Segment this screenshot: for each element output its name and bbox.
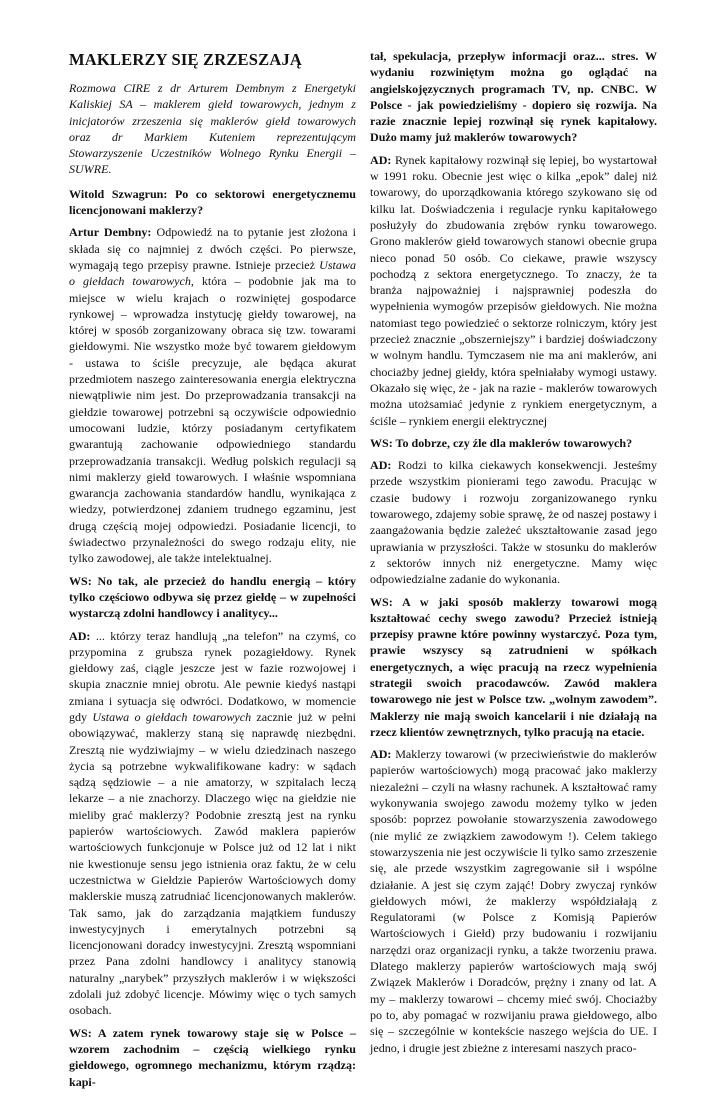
speaker-label: AD: bbox=[69, 628, 91, 643]
question-2: WS: No tak, ale przecież do handlu energią – który tylko częściowo odbywa się przez giełdę – w zupełności wystarczą zdolni handlowcy i analitycy... bbox=[69, 573, 356, 621]
answer-3: AD: Rynek kapitałowy rozwinął się lepiej, bo wystartował w 1991 roku. Obecnie jest więc o kilka „epok” dalej niż towarowy, do uporządkowania którego szykowano się od kilku lat. Doświadczenia i regulacje rynku kapitałowego posłużyły do zbudowania zrębów rynku towarowego. Grono maklerów giełd towarowych stanowi obecnie grupa nieco ponad 50 osób. Co ciekawe, prawie wszyscy pochodzą z sektora energetycznego. To znaczy, że ta branża najpoważniej i najsprawniej podeszła do wypełnienia wymogów przepisów giełdowych. Nie można natomiast tego powiedzieć o sektorze rolniczym, który jest przecież znacznie „obszerniejszy” i bardziej doświadczony w wolnym handlu. Tymczasem nie ma ani maklerów, ani chociażby jednej giełdy, która spełniałaby wymogi ustawy. Okazało się więc, że - jak na razie - maklerów towarowych można utożsamiać jedynie z rynkiem energetycznym, a ściśle – rynkiem energii elektrycznej bbox=[370, 152, 657, 428]
speaker-label: AD: bbox=[370, 458, 392, 473]
question-3-continued: tał, spekulacja, przepływ informacji oraz... stres. W wydaniu rozwiniętym można go oglądać na angielskojęzycznych programach TV, np. CNBC. W Polsce - jak powiedzieliśmy - dopiero się rozwija. Na razie znacznie lepiej rozwinął się rynek kapitałowy. Dużo mamy już maklerów towarowych? bbox=[370, 49, 657, 145]
left-column bbox=[69, 50, 356, 1096]
article-title: MAKLERZY SIĘ ZRZESZAJĄ bbox=[69, 50, 303, 69]
answer-2: AD: ... którzy teraz handlują „na telefon” na czymś, co przypomina z grubsza rynek pozagiełdowy. Rynek giełdowy zaś, ciągle jeszcze jest w fazie rozwojowej i skupia znacznie mniej obrotu. Ale pewnie kiedyś nastąpi zmiana i sytuacja się odwróci. Dodatkowo, w momencie gdy Ustawa o giełdach towarowych zacznie już w pełni obowiązywać, maklerzy staną się naprawdę niezbędni. Zresztą nie wydziwiajmy – w wielu dziedzinach naszego życia są potrzebne wykwalifikowane kadry: w sądach sądzą sędziowie – a nie amatorzy, w szpitalach leczą lekarze – a nie znachorzy. Dlaczego więc na giełdzie nie mieliby grać maklerzy? Podobnie zresztą jest na rynku papierów wartościowych. Zawód maklera papierów wartościowych funkcjonuje w Polsce już od 12 lat i nikt nie kwestionuje sensu jego istnienia oraz faktu, że w celu uczestnictwa w Giełdzie Papierów Wartościowych domy maklerskie muszą zatrudniać licencjonowanych maklerów. Tak samo, jak do zarządzania majątkiem funduszy inwestycyjnych i emerytalnych potrzebni są licencjonowani doradcy inwestycyjni. Zresztą wspomniani przez Pana zdolni handlowcy i analitycy stanowią naturalny „narybek” przyszłych maklerów i w większości zdolali już zdobyć licencje. Mówimy więc o tych samych osobach. bbox=[69, 628, 356, 1018]
speaker-label: Artur Dembny: bbox=[69, 225, 152, 240]
question-3-start: WS: A zatem rynek towarowy staje się w Polsce – wzorem zachodnim – częścią wielkiego rynku giełdowego, ogromnego mechanizmu, którym rządzą: kapi- bbox=[69, 1025, 356, 1089]
question-1: Witold Szwagrun: Po co sektorowi energetycznemu licencjonowani maklerzy? bbox=[69, 186, 356, 218]
question-4: WS: To dobrze, czy źle dla maklerów towarowych? bbox=[370, 435, 633, 450]
article-intro: Rozmowa CIRE z dr Arturem Dembnym z Energetyki Kaliskiej SA – maklerem giełd towarowych, jednym z inicjatorów zrzeszenia się maklerów giełd towarowych oraz dr Markiem Kuteniem reprezentującym Stowarzyszenie Uczestników Wolnego Rynku Energii – SUWRE. bbox=[69, 81, 356, 177]
question-5: WS: A w jaki sposób maklerzy towarowi mogą kształtować cechy swego zawodu? Przecież istnieją przepisy prawne które powinny wystarczyć. Poza tym, prawie wszyscy są zatrudnieni w spółkach energetycznych, a więc pracują na rzecz wypełnienia strategii swoich pracodawców. Zawód maklera towarowego nie jest w Polsce tzw. „wolnym zawodem”. Maklerzy nie mają swoich kancelarii i nie działają na rzecz klientów zewnętrznych, tylko pracują na etacie. bbox=[370, 594, 657, 739]
speaker-label: AD: bbox=[370, 152, 392, 167]
right-column bbox=[370, 48, 657, 1062]
answer-5: AD: Maklerzy towarowi (w przeciwieństwie do maklerów papierów wartościowych) mogą pracować jako maklerzy niezależni – czyli na własny rachunek. A kształtować ramy wykonywania swojego zawodu możemy tylko w jeden sposób: poprzez powołanie stowarzyszenia zawodowego (nie mylić ze związkiem zawodowym !). Celem takiego stowarzyszenia nie jest oczywiście li tylko samo zrzeszenie się, ale przede wszystkim zagregowanie sił i wspólne działanie. A jest się czym zająć! Dobry zwyczaj rynków giełdowych mówi, że maklerzy współdziałają z Regulatorami (w Polsce z Komisją Papierów Wartościowych i Giełd) przy budowaniu i rozwijaniu narzędzi oraz organizacji rynku, a także tworzeniu prawa. Dlatego maklerzy papierów wartościowych mają swój Związek Maklerów i Doradców, prężny i znany od lat. A my – maklerzy towarowi – chcemy mieć swój. Chociażby po to, aby pomagać w rozwijaniu prawa giełdowego, albo się – szczególnie w kontekście naszego wejścia do UE. I jedno, i drugie jest zbieżne z interesami naszych praco- bbox=[370, 747, 657, 1055]
speaker-label: AD: bbox=[370, 747, 392, 762]
answer-4: AD: Rodzi to kilka ciekawych konsekwencji. Jesteśmy przede wszystkim pionierami tego zawodu. Pracując w czasie budowy i rozwoju zorganizowanego rynku towarowego, zdajemy sobie sprawę, że od naszej postawy i zaangażowania będzie zależeć ukształtowanie zasad jego uprawiania w przyszłości. Także w stosunku do maklerów z sektorów innych niż energetyczne. Mamy więc odpowiedzialne zadanie do wykonania. bbox=[370, 458, 657, 587]
answer-1: Artur Dembny: Odpowiedź na to pytanie jest złożona i składa się co najmniej z dwóch części. Po pierwsze, wymagają tego przepisy prawne. Istnieje przecież Ustawa o giełdach towarowych, która – podobnie jak ma to miejsce w wielu krajach o rozwiniętej gospodarce rynkowej – wprowadza instytucję giełdy towarowej, na której w sposób zorganizowany obraca się tzw. towarami giełdowymi. Nie wszystko może być towarem giełdowym - ustawa to ściśle precyzuje, ale będąca akurat przedmiotem naszego zainteresowania energia elektryczna niewątpliwie nim jest. Do przeprowadzania transakcji na giełdzie towarowej potrzebni są oczywiście odpowiednio umocowani ludzie, którzy posiadanym certyfikatem gwarantują zachowanie odpowiedniego standardu przeprowadzania transakcji. Według polskich regulacji są nimi maklerzy giełd towarowych. I właśnie wspomniana gwarancja zachowania standardów handlu, wynikająca z wiedzy, potwierdzonej zdaniem trudnego egzaminu, jest drugą częścią mojej odpowiedzi. Posiadanie licencji, to świadectwo przynależności do swego rodzaju elity, nie tylko zawodowej, ale także intelektualnej. bbox=[69, 225, 356, 566]
